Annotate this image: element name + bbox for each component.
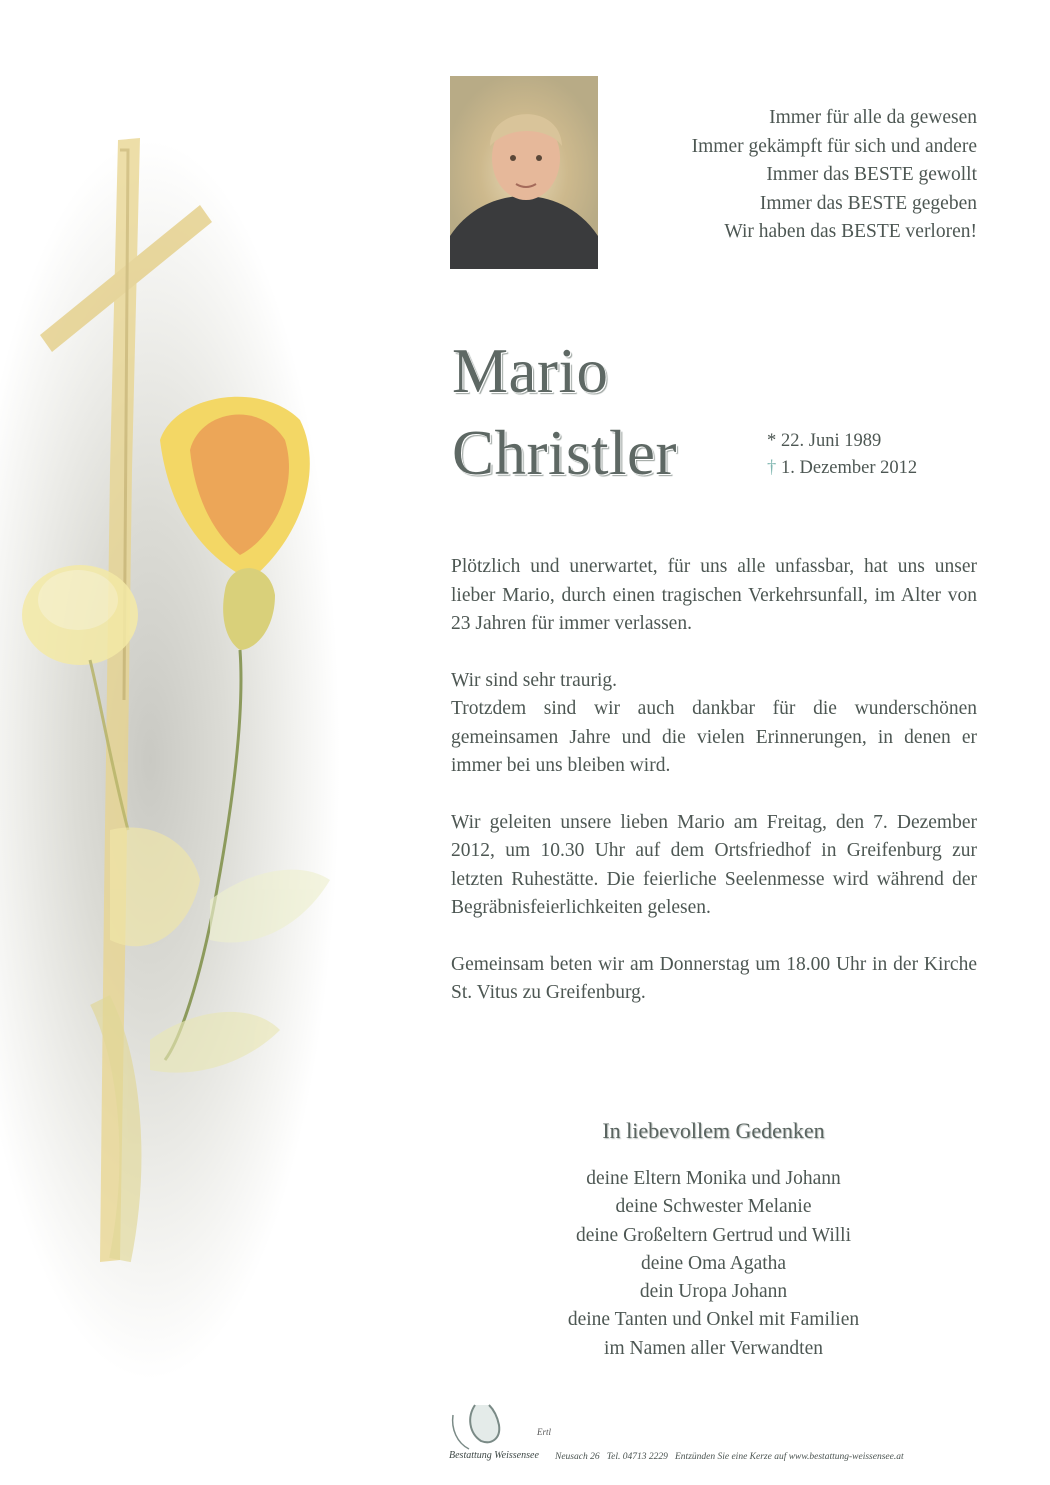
funeral-home-contact [555,1452,904,1462]
verse-line: Immer für alle da gewesen [769,107,977,128]
logo-text-ertl: Ertl [537,1427,552,1437]
paragraph-grateful: Trotzdem sind wir auch dankbar für die wunderschönen gemeinsamen Jahre und die vielen Erinnerungen, in denen er immer bei uns bleiben wird. [451,698,977,776]
birth-date-row [767,428,917,455]
mourner-line: dein Uropa Johann [639,1281,788,1303]
cross-and-roses-icon [0,0,400,1485]
memorial-verse [692,104,977,247]
paragraph-prayer: Gemeinsam beten wir am Donnerstag um 18.00 Uhr in der Kirche St. Vitus zu Greifenburg. [451,953,977,1003]
mourner-line: deine Schwester Melanie [615,1196,812,1218]
memorial-signatures [450,1115,977,1363]
death-date: 1. Dezember 2012 [781,458,918,478]
last-name: Christler [452,418,677,488]
verse-line: Immer das BESTE gegeben [759,192,977,214]
verse-line: Immer das BESTE gewollt [766,164,977,185]
funeral-home-logo-icon [445,1395,515,1455]
death-date-row [767,455,917,482]
paragraph-sad: Wir sind sehr traurig. [451,669,618,691]
first-name: Mario [452,336,609,406]
portrait-icon [450,76,598,269]
birth-star-icon: * [767,431,777,451]
mourner-line: im Namen aller Verwandten [604,1337,823,1359]
mourner-line: deine Großeltern Gertrud und Willi [575,1224,852,1246]
paragraph-passing: Plötzlich und unerwartet, für uns alle unfassbar, hat uns unser lieber Mario, durch einen tragischen Verkehrsunfall, im Alter von 23 Jahren für immer verlassen. [451,556,977,634]
obituary-body [451,553,977,1036]
verse-line: Immer gekämpft für sich und andere [691,135,977,157]
mourner-line: deine Eltern Monika und Johann [586,1168,841,1189]
life-dates [767,428,917,482]
mourner-line: deine Oma Agatha [640,1252,787,1274]
verse-line: Wir haben das BESTE verloren! [724,221,977,242]
birth-date: 22. Juni 1989 [781,431,882,451]
funeral-home-name: Bestattung Weissensee [449,1450,539,1461]
paragraph-funeral: Wir geleiten unsere lieben Mario am Freitag, den 7. Dezember 2012, um 10.30 Uhr auf dem Ortsfriedhof in Greifenburg zur letzten Ruhestätte. Die feierliche Seelenmesse wird während der Begräbnisfeierlichkeiten gelesen. [451,811,977,918]
phone: Tel. 04713 2229 [606,1452,668,1462]
death-cross-icon: † [767,458,777,478]
watercolor-cross-roses-illustration [0,0,400,1485]
candle-link-text: Entzünden Sie eine Kerze auf www.bestattung-weissensee.at [675,1452,904,1462]
funeral-home-footer [445,1395,990,1470]
memorial-heading: In liebevollem Gedenken [602,1118,825,1143]
deceased-portrait-photo [450,76,598,269]
mourner-line: deine Tanten und Onkel mit Familien [567,1309,860,1331]
address: Neusach 26 [555,1452,600,1462]
